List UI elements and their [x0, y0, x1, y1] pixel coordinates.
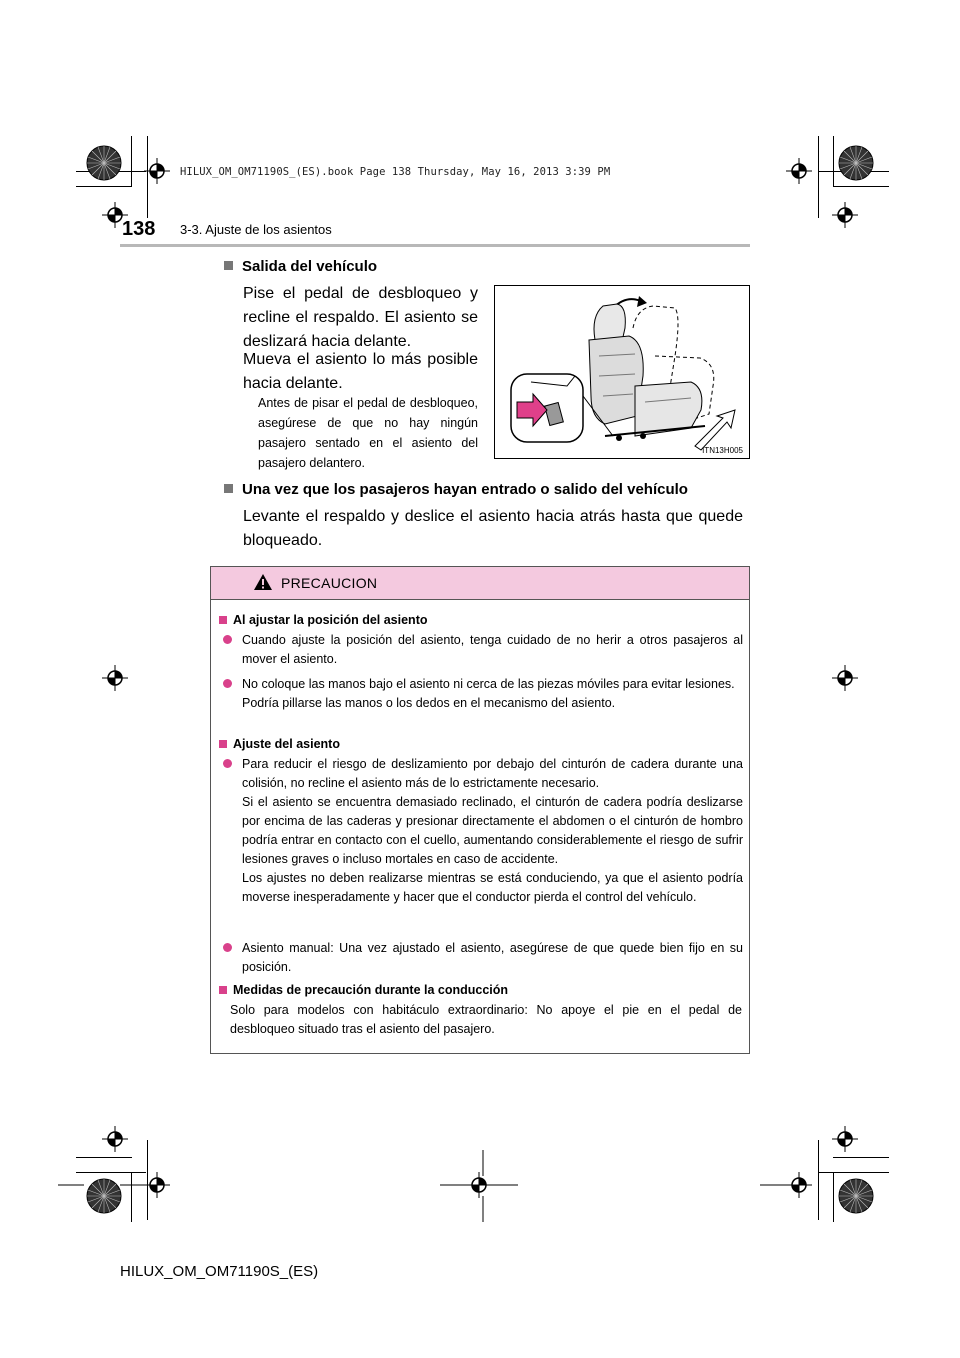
registration-mark-icon: [786, 1172, 812, 1198]
paragraph: Pise el pedal de desbloqueo y recline el respaldo. El asiento se deslizará hacia delante.: [243, 285, 478, 350]
starburst-wheel-icon: [86, 145, 122, 181]
caution-text: Solo para modelos con habitáculo extraordinario: No apoye el pie en el pedal de desbloqueo situado tras el asiento del pasajero.: [230, 1003, 742, 1036]
page-number: 138: [122, 218, 156, 240]
circle-bullet-icon: [223, 759, 232, 768]
section-title: 3-3. Ajuste de los asientos: [180, 222, 332, 237]
caution-list-item: Para reducir el riesgo de deslizamiento por debajo del cinturón de cadera durante una colisión, no recline el asiento más de lo estrictamente necesario. Si el asiento se encuentra demasiado reclinado, el cinturón de cadera podría deslizarse por encima de las caderas y presionar directamente el abdomen o el cinturón de hombro podría entrar en contacto con el cuello, aumentando considerablemente el riesgo de sufrir lesiones graves o incluso mortales en caso de accidente. Los ajustes no deben realizarse mientras se está conduciendo, ya que el asiento podría moverse inesperadamente y hacer que el conductor pierda el control del vehículo.: [223, 755, 743, 907]
registration-line-icon: [58, 1172, 84, 1198]
registration-mark-icon: [144, 1172, 170, 1198]
square-bullet-icon: [219, 740, 227, 748]
square-bullet-icon: [224, 484, 233, 493]
registration-mark-icon: [832, 1126, 858, 1152]
warning-triangle-icon: [253, 573, 273, 591]
square-bullet-icon: [224, 261, 233, 270]
registration-mark-icon: [102, 1126, 128, 1152]
registration-mark-icon: [786, 158, 812, 184]
square-bullet-icon: [219, 616, 227, 624]
header-rule: [120, 244, 750, 247]
figure-label: ITN13H005: [702, 446, 743, 455]
seat-recline-image: [495, 286, 749, 458]
registration-mark-icon: [832, 665, 858, 691]
caution-title: PRECAUCION: [281, 575, 378, 591]
caution-subheading: Ajuste del asiento: [219, 737, 340, 751]
caution-list-item: No coloque las manos bajo el asiento ni cerca de las piezas móviles para evitar lesiones. Podría pillarse las manos o los dedos en el mecanismo del asiento.: [223, 675, 743, 713]
footer-model-code: HILUX_OM_OM71190S_(ES): [120, 1263, 319, 1280]
section-heading: Una vez que los pasajeros hayan entrado o salido del vehículo: [224, 481, 688, 498]
book-file-info: HILUX_OM_OM71190S_(ES).book Page 138 Thursday, May 16, 2013 3:39 PM: [180, 166, 611, 178]
paragraph: Mueva el asiento lo más posible hacia delante.: [243, 351, 478, 392]
registration-mark-icon: [102, 665, 128, 691]
registration-mark-icon: [144, 158, 170, 184]
caution-subheading: Al ajustar la posición del asiento: [219, 613, 428, 627]
starburst-wheel-icon: [838, 145, 874, 181]
registration-line-icon: [470, 1150, 496, 1176]
section-heading: Salida del vehículo: [224, 258, 377, 275]
square-bullet-icon: [219, 986, 227, 994]
starburst-wheel-icon: [838, 1178, 874, 1214]
caution-subheading: Medidas de precaución durante la conducción: [219, 983, 508, 997]
registration-line-icon: [760, 1172, 786, 1198]
circle-bullet-icon: [223, 679, 232, 688]
note-text: Antes de pisar el pedal de desbloqueo, asegúrese de que no hay ningún pasajero sentado en el asiento del pasajero delantero.: [258, 396, 478, 470]
caution-header: [211, 567, 749, 600]
seat-illustration: [494, 285, 750, 459]
circle-bullet-icon: [223, 635, 232, 644]
caution-box: [210, 566, 750, 1054]
registration-line-icon: [470, 1196, 496, 1222]
registration-mark-icon: [832, 202, 858, 228]
caution-list-item: Cuando ajuste la posición del asiento, tenga cuidado de no herir a otros pasajeros al mover el asiento.: [223, 631, 743, 669]
registration-line-icon: [120, 1172, 146, 1198]
caution-list-item: Asiento manual: Una vez ajustado el asiento, asegúrese de que quede bien fijo en su posición.: [223, 939, 743, 977]
circle-bullet-icon: [223, 943, 232, 952]
registration-line-icon: [440, 1172, 466, 1198]
paragraph: Levante el respaldo y deslice el asiento hacia atrás hasta que quede bloqueado.: [243, 508, 743, 549]
starburst-wheel-icon: [86, 1178, 122, 1214]
